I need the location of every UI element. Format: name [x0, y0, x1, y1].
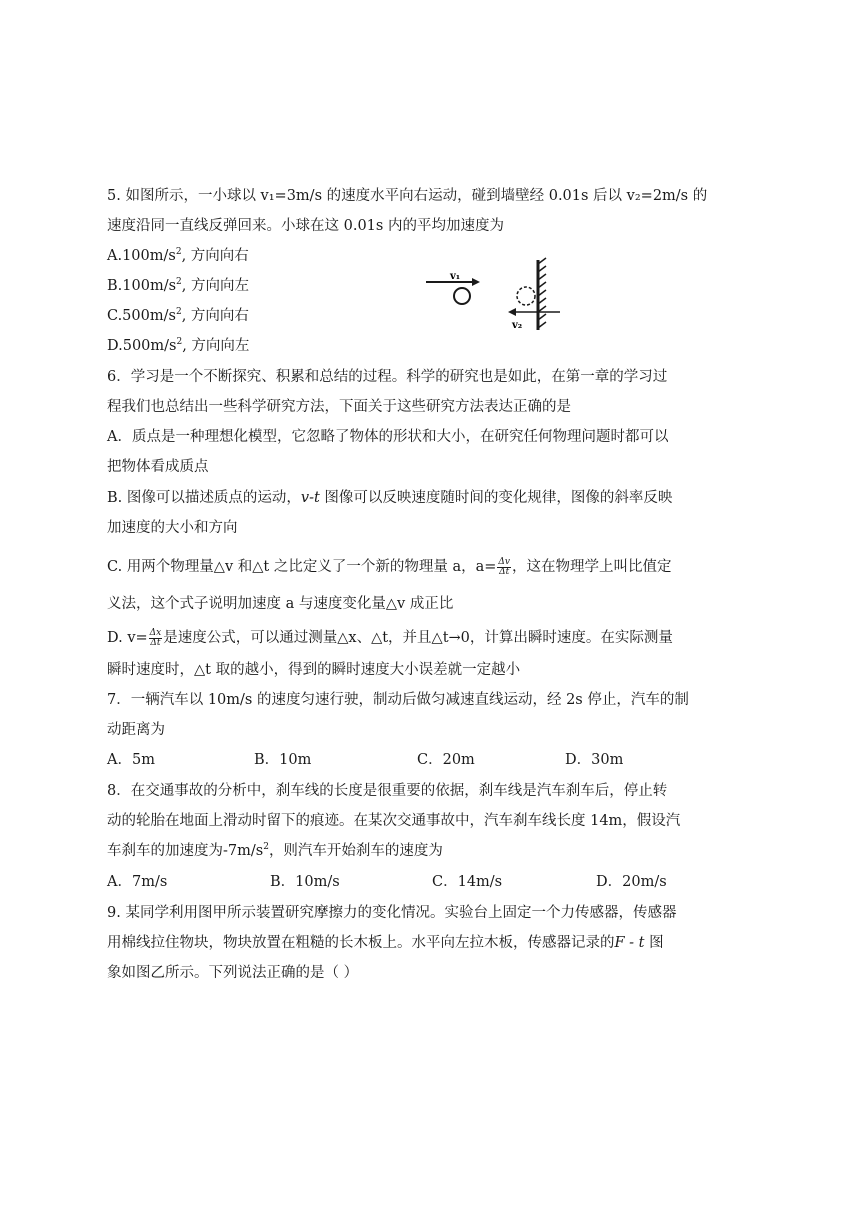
v1-label: v₁	[450, 271, 461, 282]
q7-option-b: B．10m	[254, 752, 312, 768]
q8-option-c: C．14m/s	[432, 874, 503, 890]
q5-option-d: $D.500m/s^2$, 方向向左	[107, 337, 250, 354]
v2-arrowhead	[508, 308, 516, 316]
q5-line2: 速度沿同一直线反弹回来。小球在这 0.01s 内的平均加速度为	[107, 218, 504, 234]
q6-option-a-line1: A．质点是一种理想化模型，它忽略了物体的形状和大小，在研究任何物理问题时都可以	[107, 429, 669, 445]
q6-option-c-line1: C. 用两个物理量△v 和△t 之比定义了一个新的物理量 a，a= $\frac{\Delta v}{\Delta t}$ ，这在物理学上叫比值定	[107, 556, 672, 577]
q5-option-b: $B.100m/s^2$, 方向向左	[107, 277, 249, 294]
q9-line3: 象如图乙所示。下列说法正确的是（ ）	[107, 965, 359, 981]
ball-wall-figure	[420, 254, 570, 334]
q5-line1: 5. 如图所示，一小球以 v₁=3m/s 的速度水平向右运动，碰到墙壁经 0.01s 后以 v₂=2m/s 的	[107, 188, 708, 204]
q7-line1: 7．一辆汽车以 10m/s 的速度匀速行驶，制动后做匀减速直线运动，经 2s 停止，汽车的制	[107, 692, 689, 708]
q8-line3: 车刹车的加速度为$-7m/s^2$，则汽车开始刹车的速度为	[107, 842, 443, 859]
q9-line1: 9. 某同学利用图甲所示装置研究摩擦力的变化情况。实验台上固定一个力传感器，传感器	[107, 905, 677, 921]
q9-line2: 用棉线拉住物块，物块放置在粗糙的长木板上。水平向左拉木板，传感器记录的F - t 图	[107, 935, 664, 951]
ball-before	[454, 288, 470, 304]
q7-option-a: A．5m	[107, 752, 155, 768]
q6-option-b-line1: B. 图像可以描述质点的运动，v-t 图像可以反映速度随时间的变化规律，图像的斜率反映	[107, 490, 673, 506]
q8-line1: 8．在交通事故的分析中，刹车线的长度是很重要的依据，刹车线是汽车刹车后，停止转	[107, 783, 668, 799]
q7-line2: 动距离为	[107, 722, 165, 738]
v2-label: v₂	[512, 320, 523, 331]
q6-option-d-line2: 瞬时速度时，△t 取的越小，得到的瞬时速度大小误差就一定越小	[107, 662, 521, 678]
q8-line2: 动的轮胎在地面上滑动时留下的痕迹。在某次交通事故中，汽车刹车线长度 14m，假设汽	[107, 813, 681, 829]
ball-at-wall	[517, 287, 535, 305]
q6-option-a-line2: 把物体看成质点	[107, 459, 209, 475]
q6-option-c-line2: 义法，这个式子说明加速度 a 与速度变化量△v 成正比	[107, 596, 454, 612]
q5-option-a: $A.100m/s^2$, 方向向右	[107, 247, 249, 264]
q6-line2: 程我们也总结出一些科学研究方法，下面关于这些研究方法表达正确的是	[107, 399, 571, 415]
q7-option-c: C．20m	[417, 752, 475, 768]
q6-line1: 6．学习是一个不断探究、积累和总结的过程。科学的研究也是如此，在第一章的学习过	[107, 369, 668, 385]
q8-option-b: B．10m/s	[270, 874, 340, 890]
q6-option-d-line1: D. v= $\frac{\Delta x}{\Delta t}$ 是速度公式，可以通过测量△x、△t，并且△t→0，计算出瞬时速度。在实际测量	[107, 627, 673, 648]
q5-option-c: $C.500m/s^2$, 方向向右	[107, 307, 249, 324]
q8-option-a: A．7m/s	[107, 874, 168, 890]
q8-option-d: D．20m/s	[596, 874, 667, 890]
v1-arrowhead	[472, 278, 480, 286]
q7-option-d: D．30m	[565, 752, 624, 768]
accel-fraction: $\frac{\Delta v}{\Delta t}$	[498, 556, 510, 577]
velocity-fraction: $\frac{\Delta x}{\Delta t}$	[149, 627, 162, 648]
q6-option-b-line2: 加速度的大小和方向	[107, 520, 238, 536]
